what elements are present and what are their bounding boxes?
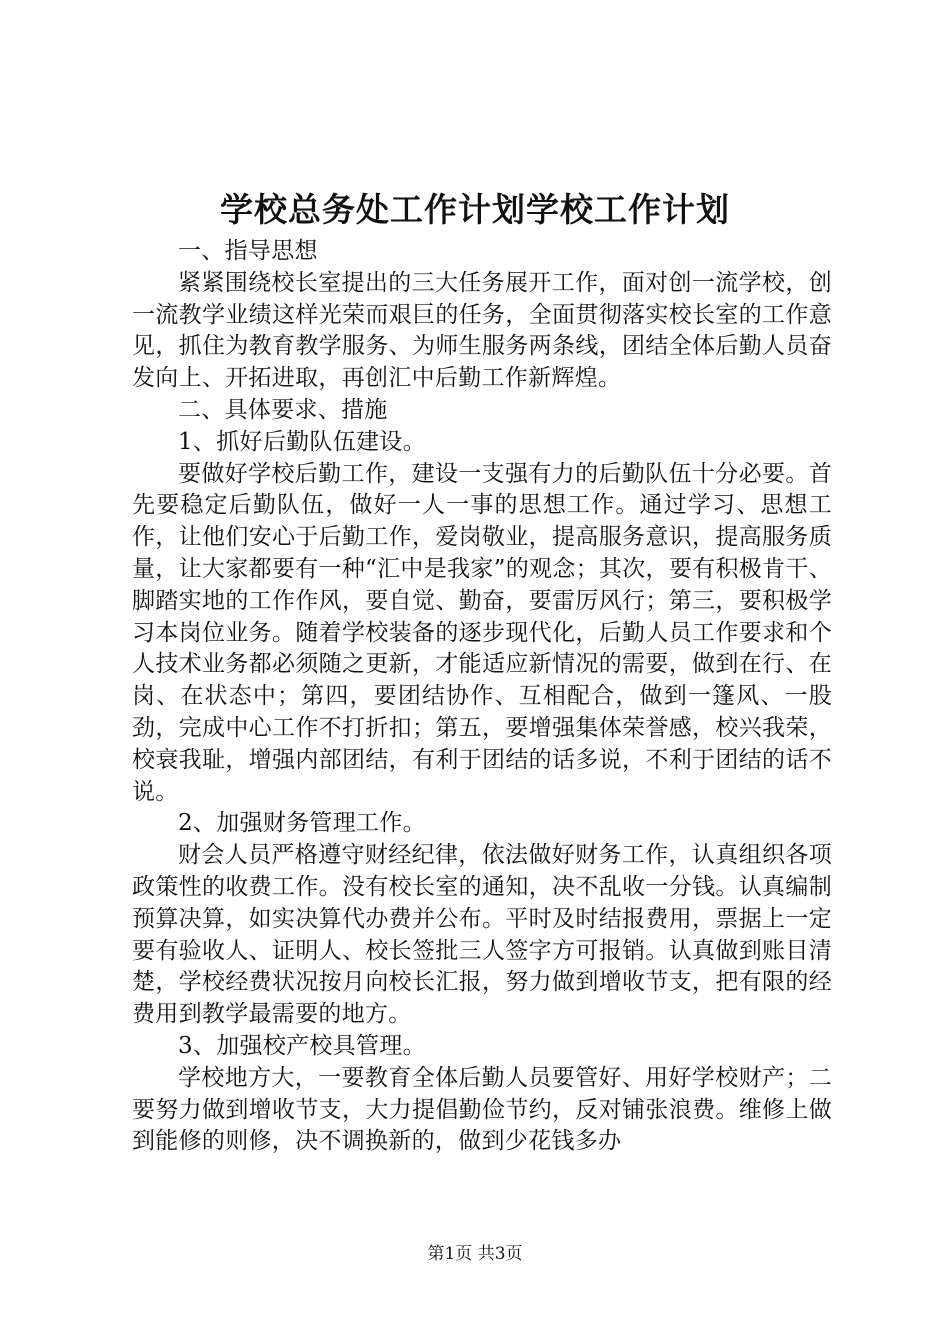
paragraph-team-building: 要做好学校后勤工作，建设一支强有力的后勤队伍十分必要。首先要稳定后勤队伍，做好一人一事的思想工作。通过学习、思想工作，让他们安心于后勤工作，爱岗敬业，提高服务意识，提高服务质量，让大家都要有一种“汇中是我家”的观念；其次，要有积极肯干、脚踏实地的工作作风，要自觉、勤奋，要雷厉风行；第三，要积极学习本岗位业务。随着学校装备的逐步现代化，后勤人员工作要求和个人技术业务都必须随之更新，才能适应新情况的需要，做到在行、在岗、在状态中；第四，要团结协作、互相配合，做到一篷风、一股劲，完成中心工作不打折扣；第五，要增强集体荣誉感，校兴我荣，校衰我耻，增强内部团结，有利于团结的话多说，不利于团结的话不说。 (132, 460, 832, 805)
document-body (132, 236, 832, 1158)
paragraph-assets: 学校地方大，一要教育全体后勤人员要管好、用好学校财产；二要努力做到增收节支，大力提倡勤俭节约，反对铺张浪费。维修上做到能修的则修，决不调换新的，做到少花钱多办 (132, 1064, 832, 1155)
paragraph-finance: 财会人员严格遵守财经纪律，依法做好财务工作，认真组织各项政策性的收费工作。没有校长室的通知，决不乱收一分钱。认真编制预算决算，如实决算代办费并公布。平时及时结报费用，票据上一定要有验收人、证明人、校长签批三人签字方可报销。认真做到账目清楚，学校经费状况按月向校长汇报，努力做到增收节支，把有限的经费用到教学最需要的地方。 (132, 842, 832, 1028)
page-number-footer: 第1页 共3页 (427, 1244, 523, 1264)
document-title: 学校总务处工作计划学校工作计划 (220, 190, 730, 229)
subheading-assets: 3、加强校产校具管理。 (178, 1032, 426, 1059)
paragraph-guiding-thought: 紧紧围绕校长室提出的三大任务展开工作，面对创一流学校，创一流教学业绩这样光荣而艰巨的任务，全面贯彻落实校长室的工作意见，抓住为教育教学服务、为师生服务两条线，团结全体后勤人员奋发向上、开拓进取，再创汇中后勤工作新辉煌。 (132, 269, 832, 392)
subheading-finance: 2、加强财务管理工作。 (178, 810, 426, 837)
subheading-team-building: 1、抓好后勤队伍建设。 (178, 428, 426, 455)
section-heading-guiding-thought: 一、指导思想 (178, 238, 318, 264)
section-heading-requirements: 二、具体要求、措施 (178, 396, 388, 423)
